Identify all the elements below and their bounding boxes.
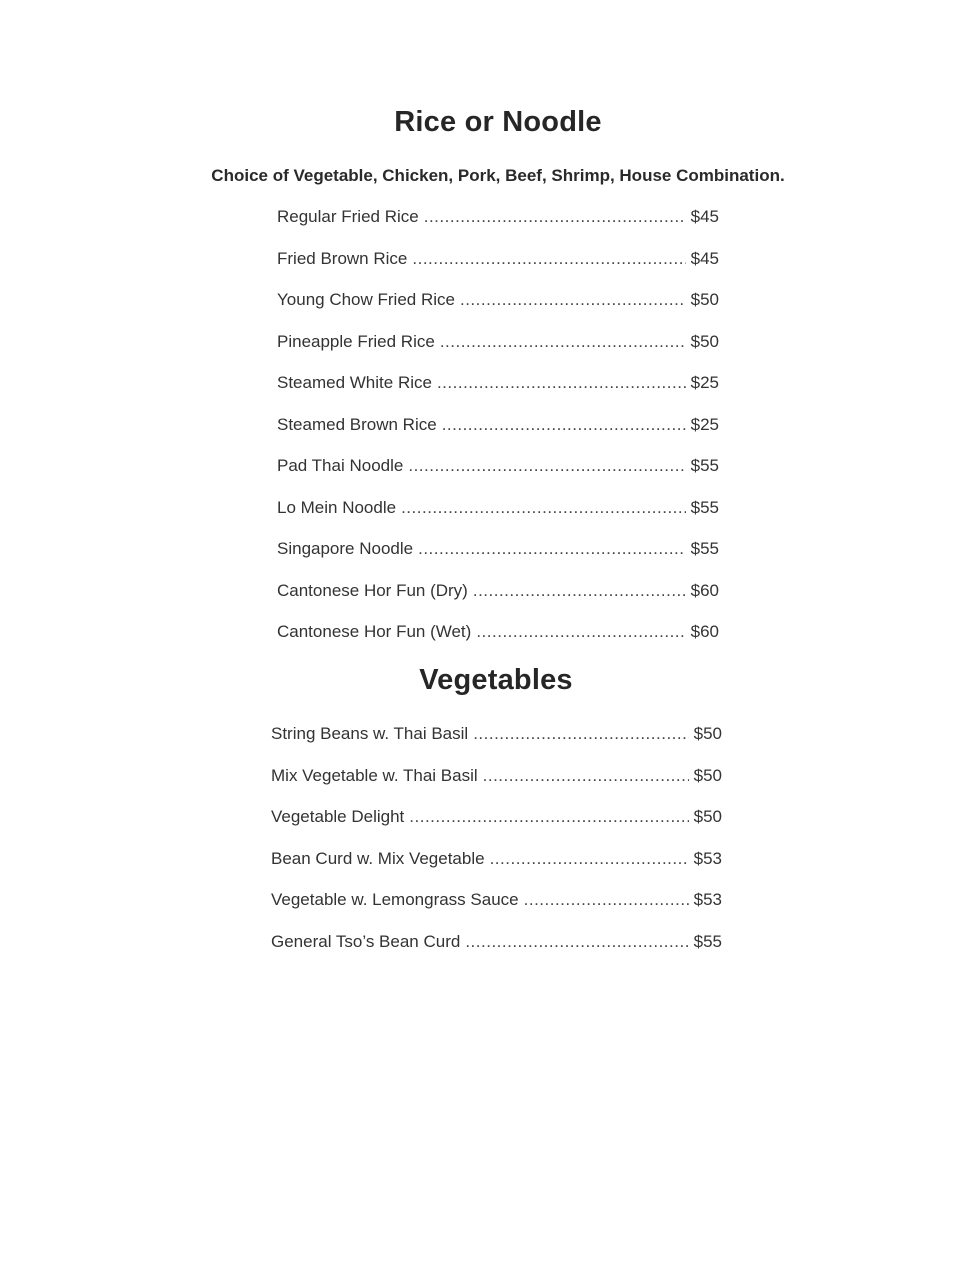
item-name: Cantonese Hor Fun (Dry) [277,580,468,600]
dot-leader [473,581,686,601]
menu-item [277,622,719,664]
dot-leader [437,373,686,393]
dot-leader [460,290,686,310]
item-name: Vegetable Delight [271,807,405,826]
item-name: Young Chow Fried Rice [277,290,455,309]
section-subtitle-protein-choice: Choice of Vegetable, Chicken, Pork, Beef, Shrimp, House Combination. [211,166,785,185]
dot-leader [524,890,689,910]
menu-item [271,724,722,766]
item-price: $45 [690,248,719,268]
item-price: $60 [690,580,719,600]
item-name: String Beans w. Thai Basil [271,724,469,743]
dot-leader [483,766,689,786]
menu-item [277,539,719,581]
item-name: Pad Thai Noodle [277,456,404,475]
item-name: Regular Fried Rice [277,207,419,226]
dot-leader [473,724,688,744]
item-price: $53 [693,848,722,868]
item-name: Singapore Noodle [277,539,414,558]
menu-item [271,766,722,808]
item-price: $50 [690,290,719,309]
item-name: Steamed White Rice [277,373,432,392]
menu-item [277,332,719,374]
dot-leader [409,807,688,827]
dot-leader [424,207,686,227]
item-price: $50 [693,807,722,826]
item-price: $25 [690,373,719,392]
menu-item [277,581,719,623]
menu-item [277,207,719,249]
item-price: $53 [693,890,722,909]
dot-leader [401,498,686,518]
item-name: Vegetable w. Lemongrass Sauce [271,890,519,909]
menu-item [277,290,719,332]
item-name: Cantonese Hor Fun (Wet) [277,622,472,641]
item-name: Pineapple Fried Rice [277,331,435,351]
menu-item [277,498,719,540]
item-price: $55 [690,497,719,517]
item-name: Fried Brown Rice [277,248,408,268]
menu-item [271,932,722,974]
dot-leader [412,249,685,269]
item-price: $60 [690,622,719,641]
dot-leader [442,415,686,435]
item-price: $45 [690,207,719,226]
item-name: Lo Mein Noodle [277,497,397,517]
menu-item [277,249,719,291]
item-price: $50 [693,724,722,743]
item-name: Steamed Brown Rice [277,414,437,434]
menu-item [271,807,722,849]
menu-item [271,849,722,891]
item-price: $55 [690,456,719,475]
item-price: $50 [690,331,719,351]
dot-leader [418,539,686,559]
menu-item [277,456,719,498]
dot-leader [408,456,685,476]
section-title-rice-or-noodle: Rice or Noodle [394,106,602,138]
item-price: $55 [690,539,719,558]
menu-item [277,415,719,457]
item-price: $55 [693,931,722,951]
menu-item [271,890,722,932]
dot-leader [490,849,689,869]
item-name: Bean Curd w. Mix Vegetable [271,848,485,868]
menu-item [277,373,719,415]
item-price: $25 [690,414,719,434]
item-price: $50 [693,765,722,785]
item-name: General Tso’s Bean Curd [271,931,461,951]
dot-leader [476,622,685,642]
dot-leader [465,932,688,952]
item-name: Mix Vegetable w. Thai Basil [271,765,478,785]
menu-list-vegetables [271,724,722,973]
menu-list-rice-or-noodle [277,207,719,664]
section-title-vegetables: Vegetables [419,664,573,696]
dot-leader [440,332,686,352]
